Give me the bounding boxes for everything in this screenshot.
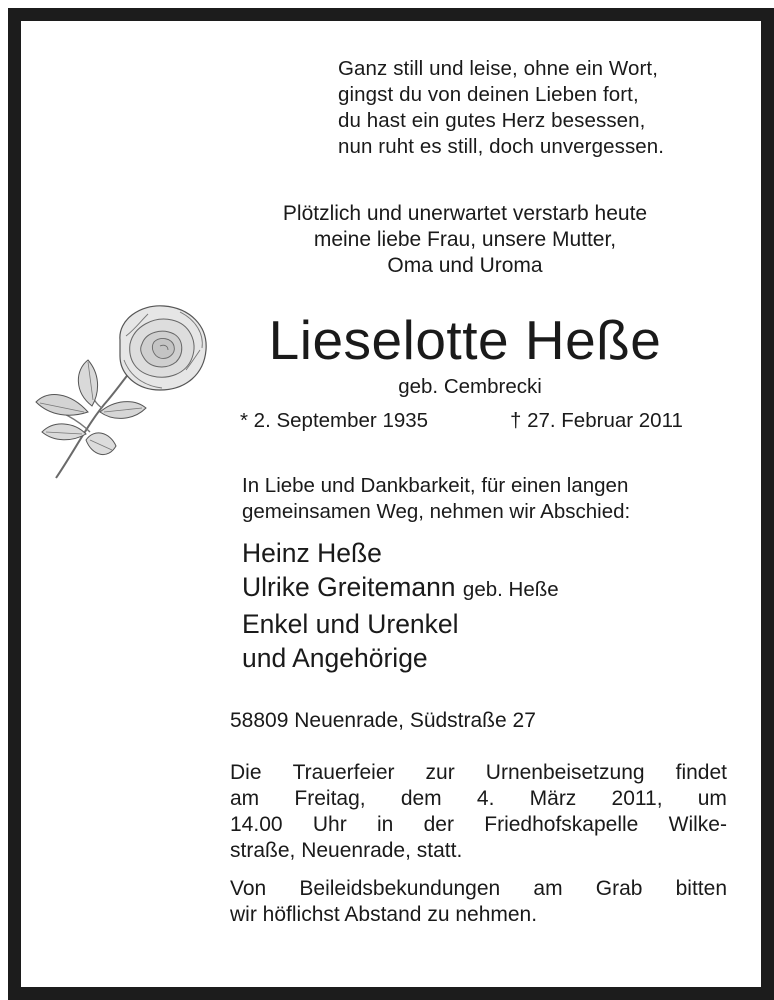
word: 2011, xyxy=(611,787,663,810)
word: zu xyxy=(427,903,450,926)
poem-line: du hast ein gutes Herz besessen, xyxy=(338,109,646,132)
word: höflichst xyxy=(262,903,340,926)
word: nehmen. xyxy=(455,903,538,926)
funeral-service-text xyxy=(230,760,727,864)
poem-line: gingst du von deinen Lieben fort, xyxy=(338,83,639,106)
announcement-line: Oma und Uroma xyxy=(387,254,543,277)
condolence-request xyxy=(230,876,727,928)
deceased-name: Lieselotte Heße xyxy=(268,309,662,371)
mourners-list xyxy=(242,536,732,675)
word: 14.00 xyxy=(230,813,283,836)
word: Uhr xyxy=(312,813,347,836)
condolence-line xyxy=(230,902,727,928)
word: Abstand xyxy=(344,903,422,926)
word: Von xyxy=(230,877,267,900)
death-announcement xyxy=(215,201,715,279)
word: findet xyxy=(675,761,727,784)
word: bitten xyxy=(675,877,727,900)
word: Freitag, xyxy=(294,787,366,810)
address: 58809 Neuenrade, Südstraße 27 xyxy=(230,709,536,732)
rose-icon xyxy=(30,300,215,485)
word: Friedhofskapelle xyxy=(484,813,639,836)
word: dem xyxy=(400,787,442,810)
word: zur xyxy=(425,761,455,784)
farewell-line: gemeinsamen Weg, nehmen wir Abschied: xyxy=(242,500,631,523)
mourner-maiden-name: geb. Heße xyxy=(462,578,559,601)
word: Grab xyxy=(595,877,643,900)
word: Die xyxy=(230,761,262,784)
word: Urnenbeisetzung xyxy=(485,761,645,784)
word: um xyxy=(697,787,727,810)
announcement-line: meine liebe Frau, unsere Mutter, xyxy=(313,228,617,251)
poem-line: Ganz still und leise, ohne ein Wort, xyxy=(338,57,658,80)
service-line xyxy=(230,812,727,838)
mourner-name: Ulrike Greitemann xyxy=(242,572,456,602)
word: wir xyxy=(230,903,257,926)
condolence-line xyxy=(230,876,727,902)
word: straße, xyxy=(230,839,296,862)
farewell-line: In Liebe und Dankbarkeit, für einen langen xyxy=(242,474,629,497)
announcement-line: Plötzlich und unerwartet verstarb heute xyxy=(282,202,648,225)
poem-line: nun ruht es still, doch unvergessen. xyxy=(338,135,665,158)
death-date: † 27. Februar 2011 xyxy=(510,409,683,432)
farewell-text xyxy=(242,473,732,525)
mourner-name-row xyxy=(242,570,732,607)
maiden-name: geb. Cembrecki xyxy=(398,375,542,398)
mourner-group: und Angehörige xyxy=(242,643,428,673)
word: am xyxy=(533,877,563,900)
word: der xyxy=(423,813,454,836)
mourner-name: Heinz Heße xyxy=(242,538,382,568)
birth-date: * 2. September 1935 xyxy=(240,409,429,432)
word: März xyxy=(529,787,577,810)
word: Wilke- xyxy=(668,813,727,836)
word: Beileidsbekundungen xyxy=(299,877,501,900)
word: Trauerfeier xyxy=(292,761,395,784)
poem xyxy=(338,56,728,160)
word: 4. xyxy=(476,787,495,810)
service-line xyxy=(230,786,727,812)
word: in xyxy=(376,813,394,836)
word: am xyxy=(230,787,260,810)
service-line xyxy=(230,838,727,864)
word: Neuenrade, xyxy=(301,839,411,862)
service-line xyxy=(230,760,727,786)
mourner-group: Enkel und Urenkel xyxy=(242,609,459,639)
word: statt. xyxy=(416,839,463,862)
